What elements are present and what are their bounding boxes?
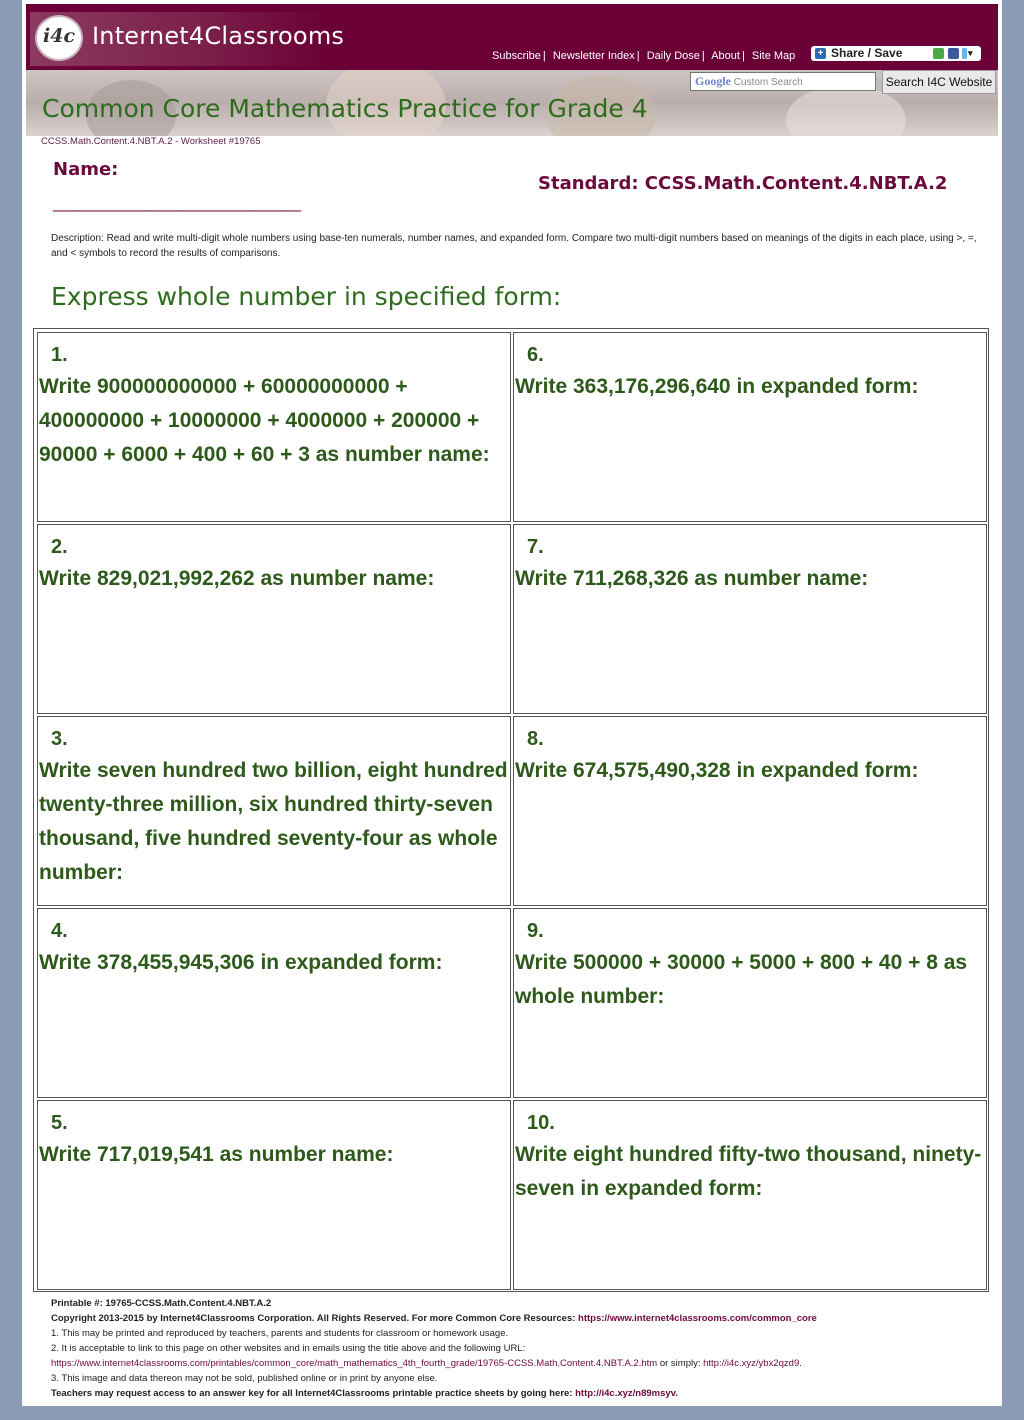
question-cell [513,524,987,714]
nav-newsletter-index[interactable]: Newsletter Index [552,50,635,62]
search-button[interactable]: Search I4C Website [882,70,996,94]
nav-daily-dose[interactable]: Daily Dose [646,50,700,62]
question-number: 7. [527,536,544,558]
top-nav: Subscribe | Newsletter Index | Daily Dose | About | Site Map [492,50,796,62]
question-text: Write 717,019,541 as number name: [39,1143,394,1166]
question-text: Write 363,176,296,640 in expanded form: [515,375,919,398]
site-logo[interactable] [30,12,345,66]
question-number: 10. [527,1112,555,1134]
common-core-link[interactable]: https://www.internet4classrooms.com/common_core [578,1313,817,1324]
question-number: 3. [51,728,68,750]
question-cell [37,524,511,714]
printable-number: Printable #: 19765-CCSS.Math.Content.4.NBT.A.2 [51,1298,272,1309]
question-cell [37,1100,511,1290]
chevron-down-icon: ▾ [968,48,973,58]
question-number: 5. [51,1112,68,1134]
footer-note-1: 1. This may be printed and reproduced by teachers, parents and students for classroom or homework usage. [51,1328,509,1339]
question-text: Write 500000 + 30000 + 5000 + 800 + 40 + 8 as whole number: [515,951,968,1008]
description: Description: Read and write multi-digit whole numbers using base-ten numerals, number names, and expanded form. Compare two multi-digit numbers based on meanings of the digits in each place, using >, =, and < symbols to record the results of comparisons. [51,233,977,259]
footer-note-2: 2. It is acceptable to link to this page on other websites and in emails using the title above and the following URL: [51,1343,526,1354]
footer-urls: https://www.internet4classrooms.com/printables/common_core/math_mathematics_4th_fourth_grade/19765-CCSS.Math.Content.4.NBT.A.2.htm or simply: http://i4c.xyz/ybx2qzd9. [51,1358,802,1369]
question-text: Write 711,268,326 as number name: [515,567,869,590]
question-cell [37,908,511,1098]
question-cell [513,332,987,522]
site-header [26,4,998,70]
worksheet-url-link[interactable]: https://www.internet4classrooms.com/printables/common_core/math_mathematics_4th_fourth_grade/19765-CCSS.Math.Content.4.NBT.A.2.htm [51,1358,658,1369]
footer [51,1296,991,1401]
question-grid [33,328,989,1292]
worksheet-id: CCSS.Math.Content.4.NBT.A.2 - Worksheet #19765 [41,136,261,147]
question-text: Write 829,021,992,262 as number name: [39,567,435,590]
answer-key-note: Teachers may request access to an answer key for all Internet4Classrooms printable practice sheets by going here: http://i4c.xyz/n89msyv. [51,1388,678,1399]
question-text: Write 674,575,490,328 in expanded form: [515,759,919,782]
instructions: Express whole number in specified form: [51,282,562,311]
name-line: ______________________________________ [53,194,300,212]
question-cell [513,716,987,906]
share-label: Share / Save [831,46,903,60]
logo-mark-icon: i4c [35,15,83,61]
question-text: Write 378,455,945,306 in expanded form: [39,951,443,974]
footer-note-3: 3. This image and data thereon may not be sold, published online or in print by anyone else. [51,1373,438,1384]
standard-label: Standard: CCSS.Math.Content.4.NBT.A.2 [538,173,948,194]
facebook-icon [948,48,959,59]
question-cell [37,716,511,906]
share-email-icon [933,48,944,59]
nav-about[interactable]: About [711,50,740,62]
short-url-link[interactable]: http://i4c.xyz/ybx2qzd9 [703,1358,800,1369]
question-number: 1. [51,344,68,366]
question-text: Write 900000000000 + 60000000000 + 400000000 + 10000000 + 4000000 + 200000 + 90000 + 6000 + 400 + 60 + 3 as number name: [39,375,490,466]
twitter-icon [962,48,967,59]
question-cell [513,1100,987,1290]
question-cell [513,908,987,1098]
logo-text: Internet4Classrooms [92,22,345,50]
question-number: 8. [527,728,544,750]
question-number: 6. [527,344,544,366]
nav-subscribe[interactable]: Subscribe [492,50,541,62]
question-text: Write eight hundred fifty-two thousand, ninety-seven in expanded form: [515,1143,982,1200]
share-save-button[interactable] [811,46,981,61]
page [22,0,1002,1406]
share-plus-icon: + [815,48,826,59]
search-input[interactable]: Google Custom Search [690,72,876,91]
answer-key-link[interactable]: http://i4c.xyz/n89msyv. [575,1388,678,1399]
question-cell [37,332,511,522]
question-number: 4. [51,920,68,942]
question-number: 9. [527,920,544,942]
question-number: 2. [51,536,68,558]
page-title: Common Core Mathematics Practice for Grade 4 [42,94,648,123]
banner [26,70,998,136]
copyright: Copyright 2013-2015 by Internet4Classrooms Corporation. All Rights Reserved. For more Common Core Resources: https://www.internet4classrooms.com/common_core [51,1313,817,1324]
question-text: Write seven hundred two billion, eight hundred twenty-three million, six hundred thirty-seven thousand, five hundred seventy-four as whole number: [39,759,508,884]
nav-site-map[interactable]: Site Map [751,50,796,62]
google-logo: Google [695,74,731,88]
name-label: Name: [53,159,119,180]
